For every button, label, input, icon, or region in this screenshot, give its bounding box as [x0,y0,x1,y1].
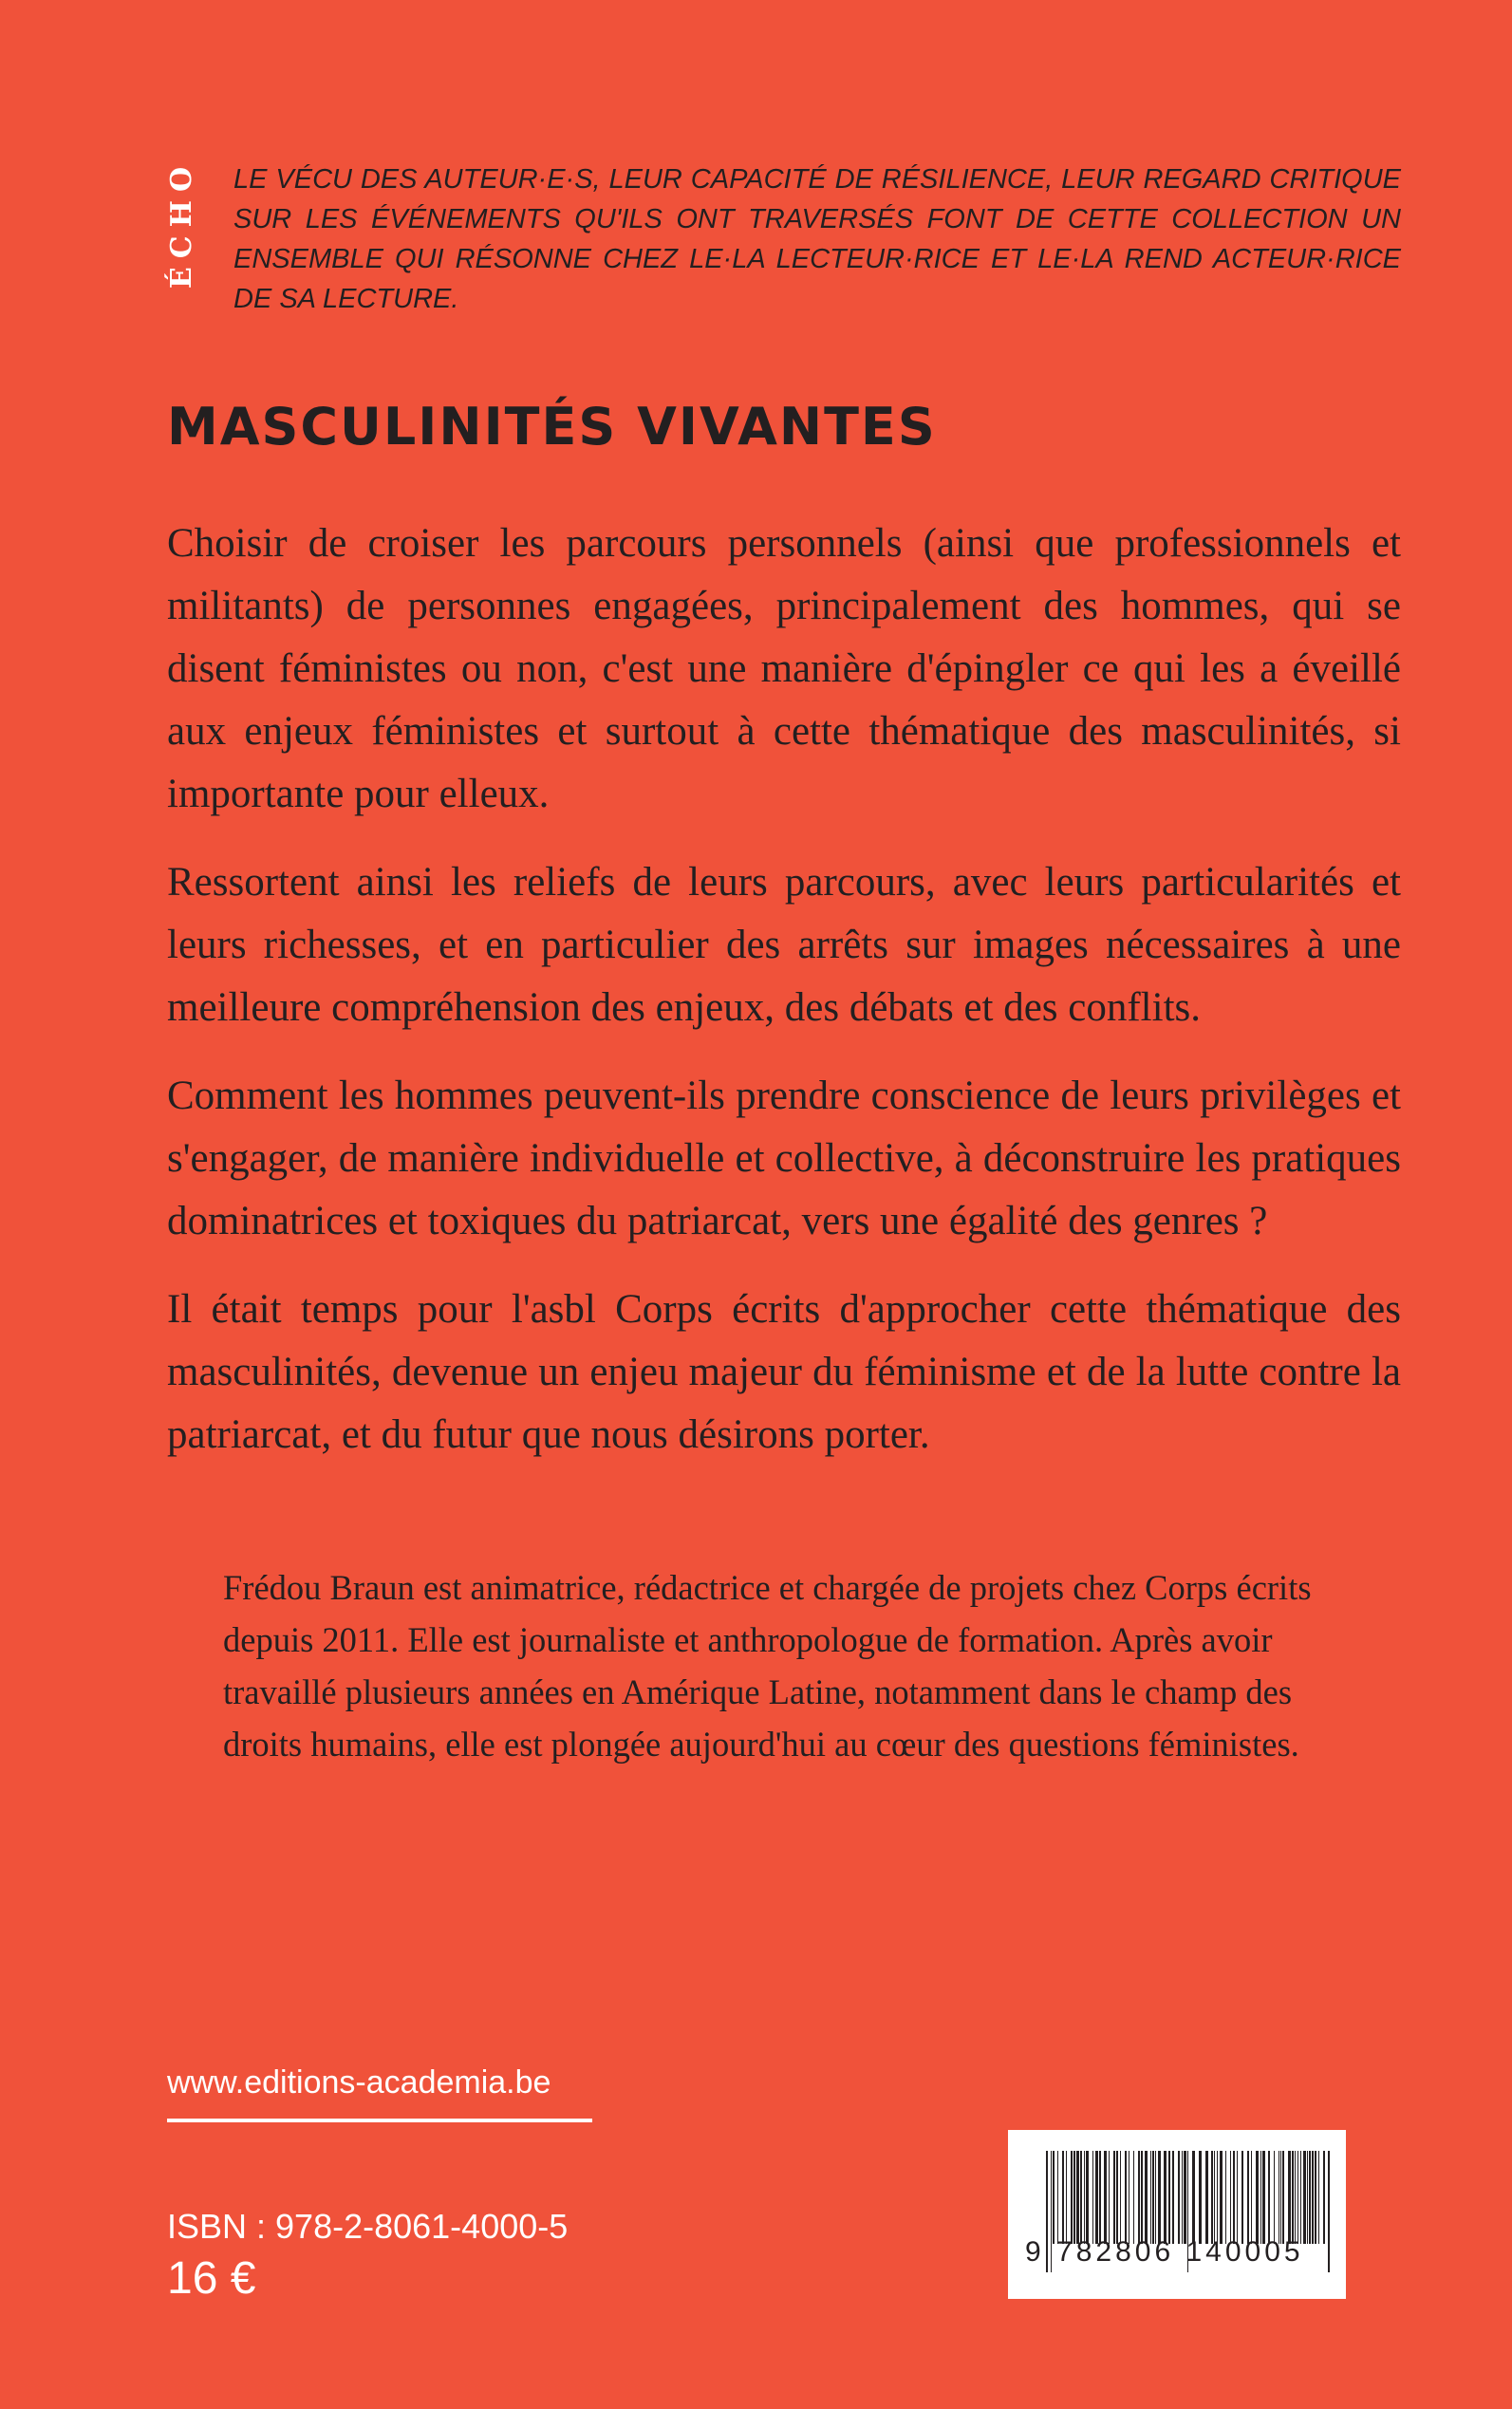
barcode-bar [1164,2151,1167,2244]
barcode-bar [1309,2151,1311,2244]
barcode-bar [1292,2151,1294,2244]
barcode-bar [1053,2151,1055,2244]
barcode-bar [1084,2151,1085,2244]
author-bio: Frédou Braun est animatrice, rédactrice et chargée de projets chez Corps écrits depuis 2011. Elle est journaliste et anthropologue de formation. Après avoir travaillé plusieurs années en Amérique Latine, notamment dans le champ des droits humains, elle est plongée aujourd'hui au cœur des questions féministes. [223,1568,1312,1764]
barcode-bar [1158,2151,1161,2244]
blurb-paragraph: Comment les hommes peuvent-ils prendre conscience de leurs privilèges et s'engager, de manière individuelle et collective, à déconstruire les pratiques dominatrices et toxiques du patriarcat, vers une égalité des genres ? [167,1074,1401,1243]
barcode-bar [1168,2151,1170,2244]
barcode-bar [1303,2151,1306,2244]
barcode-bar [1307,2151,1308,2244]
barcode-bar [1138,2151,1140,2244]
barcode-bar [1318,2151,1319,2244]
collection-label [163,157,201,289]
barcode-bar [1295,2151,1296,2244]
barcode-bar [1237,2151,1238,2244]
blurb-paragraph: Choisir de croiser les parcours personnels (ainsi que professionnels et militants) de personnes engagées, principalement des hommes, qui se disent féministes ou non, c'est une manière d'épingler ce qui les a éveillé aux enjeux féministes et surtout à cette thématique des masculinités, si importante pour elleux. [167,521,1401,816]
barcode-bar [1282,2151,1284,2244]
barcode-bar [1057,2151,1058,2244]
barcode [1008,2130,1346,2299]
barcode-bar [1217,2151,1218,2244]
barcode-bar [1288,2151,1291,2244]
isbn: ISBN : 978-2-8061-4000-5 [167,2207,569,2246]
barcode-bar [1086,2151,1089,2244]
barcode-bar [1220,2151,1223,2244]
barcode-bar [1256,2151,1259,2244]
barcode-bar [1120,2151,1121,2244]
barcode-bar [1109,2151,1110,2244]
barcode-bar [1155,2151,1156,2244]
barcode-bar [1116,2151,1118,2244]
barcode-bars [1008,2130,1346,2299]
barcode-bar [1192,2151,1195,2244]
barcode-bar [1071,2151,1073,2244]
barcode-bar [1199,2151,1202,2244]
barcode-bar [1080,2151,1082,2244]
barcode-bar [1099,2151,1101,2244]
barcode-bar [1066,2151,1067,2244]
barcode-number: 9 782806 140005 [1025,2236,1304,2268]
barcode-bar [1251,2151,1252,2244]
barcode-bar [1141,2151,1143,2244]
barcode-bar [1104,2151,1107,2244]
barcode-bar [1205,2151,1208,2244]
barcode-bar [1092,2151,1093,2244]
barcode-bar [1312,2151,1314,2244]
barcode-bar [1230,2151,1231,2244]
barcode-bar [1315,2151,1316,2244]
barcode-bar [1268,2151,1270,2244]
barcode-bar [1262,2151,1265,2244]
blurb-paragraph: Ressortent ainsi les reliefs de leurs parcours, avec leurs particularités et leurs richesses, et en particulier des arrêts sur images nécessaires à une meilleure compréhension des enjeux, des débats et des conflits. [167,860,1401,1030]
barcode-bar [1300,2151,1301,2244]
barcode-bar [1184,2151,1186,2244]
barcode-bar [1145,2151,1148,2244]
barcode-bar [1133,2151,1134,2244]
book-title: MASCULINITÉS VIVANTES [167,397,937,457]
barcode-bar [1225,2151,1226,2244]
barcode-bar [1323,2151,1325,2244]
barcode-bar [1152,2151,1154,2244]
barcode-bar [1274,2151,1275,2244]
barcode-bar [1260,2151,1261,2244]
blurb-paragraph: Il était temps pour l'asbl Corps écrits d'approcher cette thématique des masculinités, devenue un enjeu majeur du féminisme et de la lutte contre la patriarcat, et du futur que nous désirons porter. [167,1287,1401,1457]
barcode-bar [1233,2151,1235,2244]
barcode-bar [1182,2151,1183,2244]
barcode-bar [1150,2151,1151,2244]
barcode-bar [1247,2151,1249,2244]
collection-label-text: ÉCHO [165,158,199,289]
barcode-bar [1073,2151,1075,2244]
barcode-bar [1211,2151,1213,2244]
price: 16 € [167,2253,256,2304]
barcode-bar [1214,2151,1215,2244]
barcode-bar [1125,2151,1127,2244]
barcode-bar [1241,2151,1243,2244]
barcode-bar [1297,2151,1298,2244]
barcode-bar [1095,2151,1098,2244]
barcode-bar [1178,2151,1180,2244]
blurb [167,513,1401,1492]
divider [167,2119,592,2122]
barcode-bar [1062,2151,1064,2244]
collection-intro: LE VÉCU DES AUTEUR·E·S, LEUR CAPACITÉ DE RÉSILIENCE, LEUR REGARD CRITIQUE SUR LES ÉVÉNEMENTS QU'ILS ONT TRAVERSÉS FONT DE CETTE COLLECTION UN ENSEMBLE QUI RÉSONNE CHEZ LE·LA LECTEUR·RICE ET LE·LA REND ACTEUR·RICE DE SA LECTURE. [233,164,1401,314]
publisher-website[interactable]: www.editions-academia.be [167,2064,551,2101]
barcode-bar [1113,2151,1115,2244]
barcode-bar [1076,2151,1079,2244]
barcode-bar [1172,2151,1174,2244]
barcode-bar [1280,2151,1281,2244]
